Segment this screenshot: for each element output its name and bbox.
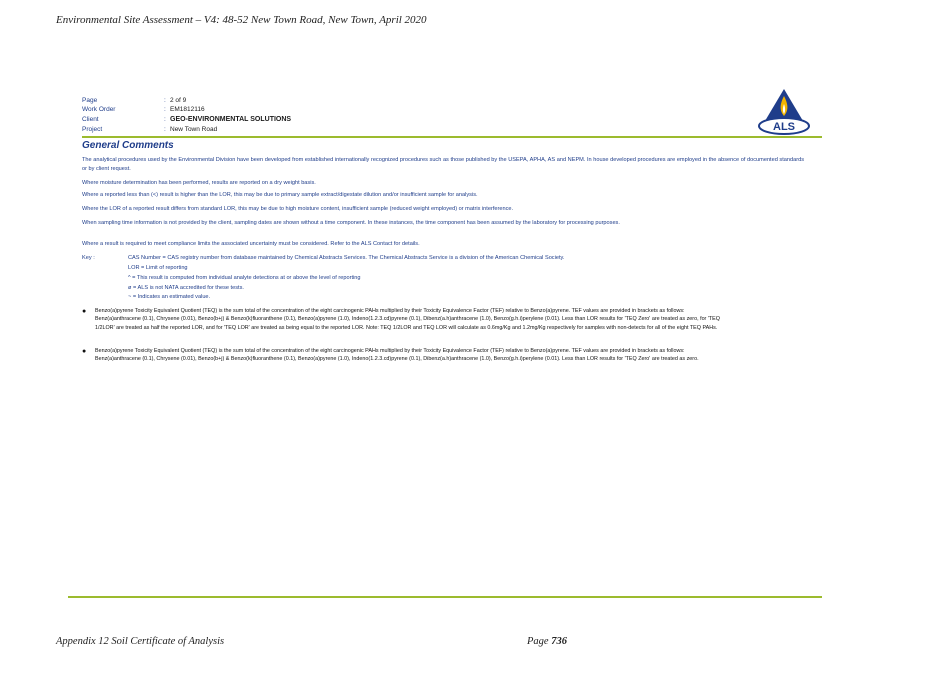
footer-appendix: Appendix 12 Soil Certificate of Analysis [56, 636, 225, 647]
bullet-icon: ● [82, 348, 87, 355]
key-line: CAS Number = CAS registry number from database maintained by Chemical Abstracts Services. The Chemical Abstracts Service is a division of the American Chemical Society. [128, 255, 565, 261]
comment-paragraph: The analytical procedures used by the Environmental Division have been developed from established internationally recognized procedures such as those published by the USEPA, APHA, AS and NEPM. In house developed procedures are employed in the absence of documented standards or by client request. [82, 157, 804, 173]
key-line: LOR = Limit of reporting [128, 265, 188, 271]
footer-page [527, 636, 567, 647]
meta-value: EM1812116 [170, 106, 205, 113]
key-line: ø = ALS is not NATA accredited for these tests. [128, 285, 244, 291]
document-header: Environmental Site Assessment – V4: 48-52 New Town Road, New Town, April 2020 [56, 14, 427, 26]
comment-paragraph: Where moisture determination has been performed, results are reported on a dry weight basis. [82, 180, 316, 186]
meta-value: New Town Road [170, 126, 218, 133]
logo-text: ALS [773, 121, 795, 133]
meta-label: Project [82, 126, 103, 133]
bullet-icon: ● [82, 308, 87, 315]
key-line: ~ = Indicates an estimated value. [128, 294, 211, 300]
meta-label: Page [82, 97, 98, 104]
key-label: Key : [82, 255, 95, 261]
als-logo [756, 86, 812, 136]
meta-colon: : [164, 126, 166, 133]
meta-colon: : [164, 116, 166, 123]
comment-paragraph: Where a reported less than (<) result is higher than the LOR, this may be due to primary sample extract/digestate dilution and/or insufficient sample for analysis. [82, 192, 478, 198]
section-title: General Comments [82, 140, 174, 151]
meta-label: Work Order [82, 106, 116, 113]
meta-colon: : [164, 106, 166, 113]
footer-divider [68, 596, 822, 598]
bullet-text: Benzo(a)pyrene Toxicity Equivalent Quotient (TEQ) is the sum total of the concentration of the eight carcinogenic PAHs multiplied by their Toxicity Equivalence Factor (TEF) relative to Benzo(a)pyrene. TEF values are provided in brackets as follows: Benz(a)anthracene (0.1), Chrysene (0.01), Benzo(b+j) & Benzo(k)fluoranthene (0.1), Benzo(a)pyrene (1.0), Indeno(1.2.3.cd)pyrene (0.1), Dibenz(a.h)anthracene (1.0), Benzo(g.h.i)perylene (0.01). Less than LOR results for 'TEQ Zero' are treated as zero, for 'TEQ 1/2LOR' are treated as half the reported LOR, and for 'TEQ LOR' are treated as being equal to the reported LOR. Note: TEQ 1/2LOR and TEQ LOR will calculate as 0.6mg/Kg and 1.2mg/Kg respectively for samples with non-detects for all of the eight TEQ PAHs. [95, 308, 720, 331]
meta-colon: : [164, 97, 166, 104]
header-divider [82, 136, 822, 138]
comment-paragraph: Where the LOR of a reported result differs from standard LOR, this may be due to high moisture content, insufficient sample (reduced weight employed) or matrix interference. [82, 206, 514, 212]
meta-value: 2 of 9 [170, 97, 187, 104]
comment-paragraph: When sampling time information is not provided by the client, sampling dates are shown without a time component. In these instances, the time component has been assumed by the laboratory for processing purposes. [82, 220, 620, 226]
bullet-text: Benzo(a)pyrene Toxicity Equivalent Quotient (TEQ) is the sum total of the concentration of the eight carcinogenic PAHs multiplied by their Toxicity Equivalence Factor (TEF) relative to Benzo(a)pyrene. TEF values are provided in brackets as follows: Benz(a)anthracene (0.1), Chrysene (0.01), Benzo(b+j) & Benzo(k)fluoranthene (0.1), Benzo(a)pyrene (1.0), Indeno(1.2.3.cd)pyrene (0.1), Dibenz(a.h)anthracene (1.0), Benzo(g.h.i)perylene (0.01). Less than LOR results for 'TEQ Zero' are treated as zero. [95, 348, 699, 363]
footer-page-number: 736 [551, 636, 567, 647]
meta-label: Client [82, 116, 99, 123]
comment-paragraph: Where a result is required to meet compliance limits the associated uncertainty must be considered. Refer to the ALS Contact for details. [82, 241, 420, 247]
meta-value: GEO-ENVIRONMENTAL SOLUTIONS [170, 116, 292, 123]
key-line: ^ = This result is computed from individual analyte detections at or above the level of reporting [128, 275, 361, 281]
footer-page-label: Page [527, 636, 549, 647]
